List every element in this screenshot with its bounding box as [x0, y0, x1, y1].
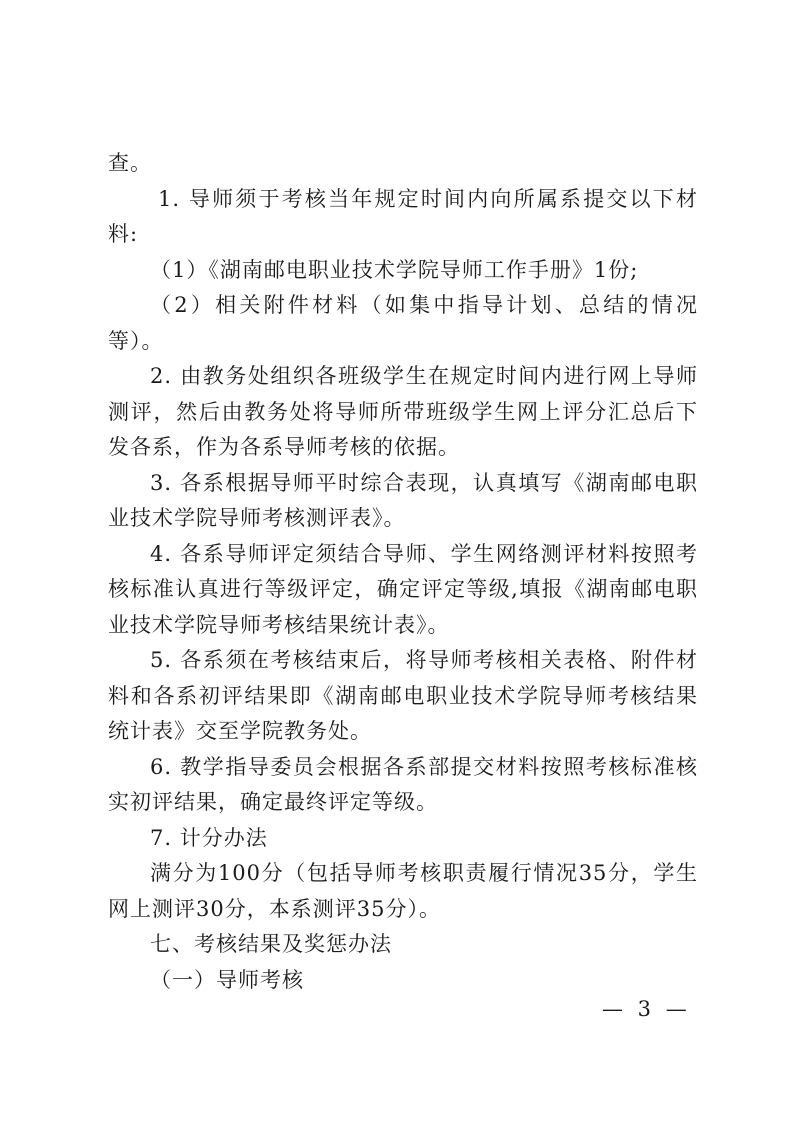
- paragraph-continuation: 查。: [108, 151, 152, 175]
- document-body: [108, 146, 698, 998]
- paragraph-item-1: 1. 导师须于考核当年规定时间内向所属系提交以下材料:: [108, 186, 698, 246]
- paragraph-item-5: 5. 各系须在考核结束后，将导师考核相关表格、附件材料和各系初评结果即《湖南邮电职业技术学院导师考核结果统计表》交至学院教务处。: [108, 648, 698, 743]
- paragraph-subitem-1: （1）《湖南邮电职业技术学院导师工作手册》1份;: [150, 257, 639, 282]
- subsection-heading: （一）导师考核: [150, 967, 304, 992]
- paragraph-item-7: 7. 计分办法: [150, 825, 268, 850]
- paragraph-item-6: 6. 教学指导委员会根据各系部提交材料按照考核标准核实初评结果，确定最终评定等级。: [108, 754, 698, 814]
- paragraph-item-4: 4. 各系导师评定须结合导师、学生网络测评材料按照考核标准认真进行等级评定，确定评定等级,填报《湖南邮电职业技术学院导师考核结果统计表》。: [108, 541, 698, 637]
- page-number: — 3 —: [602, 997, 691, 1021]
- paragraph-item-3: 3. 各系根据导师平时综合表现，认真填写《湖南邮电职业技术学院导师考核测评表》。: [108, 470, 698, 530]
- paragraph-subitem-2: （2）相关附件材料（如集中指导计划、总结的情况等）。: [108, 293, 698, 353]
- section-heading: 七、考核结果及奖惩办法: [150, 932, 392, 956]
- paragraph-scoring: 满分为100分（包括导师考核职责履行情况35分，学生网上测评30分，本系测评35分）。: [108, 861, 698, 921]
- paragraph-item-2: 2. 由教务处组织各班级学生在规定时间内进行网上导师测评，然后由教务处将导师所带班级学生网上评分汇总后下发各系，作为各系导师考核的依据。: [108, 364, 698, 459]
